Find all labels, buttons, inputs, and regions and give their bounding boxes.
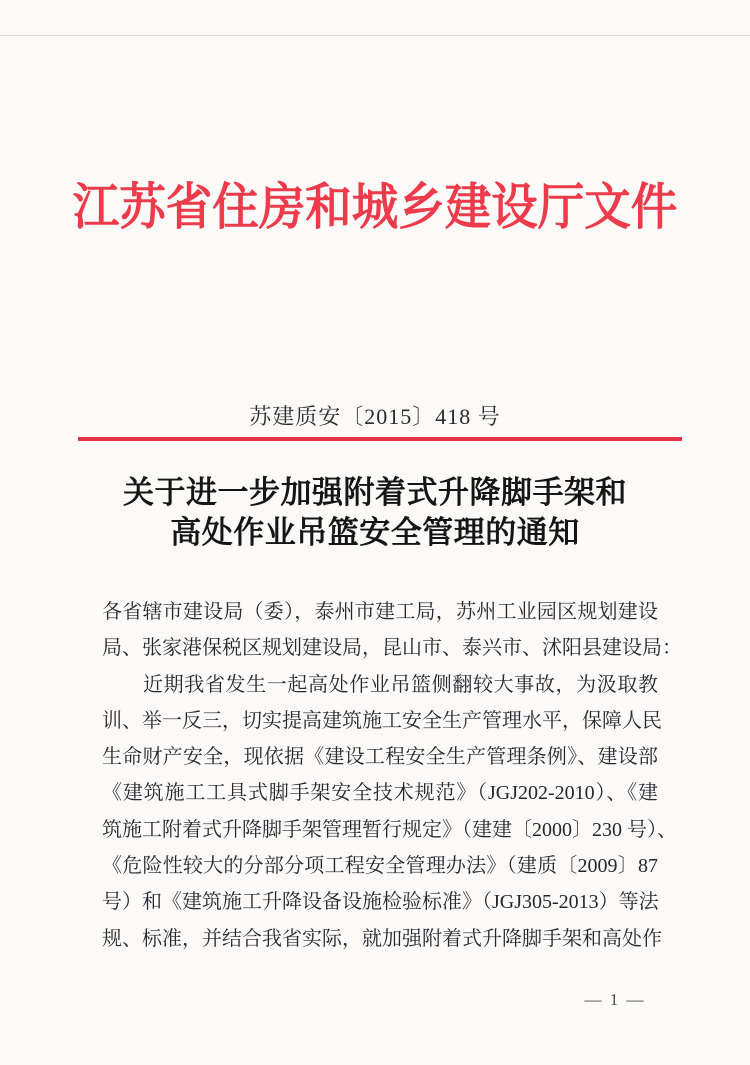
document-body — [102, 594, 682, 957]
document-title-line-1: 关于进一步加强附着式升降脚手架和 — [123, 475, 627, 510]
body-line: 号）和《建筑施工升降设备设施检验标准》（JGJ305-2013）等法 — [102, 891, 659, 914]
body-line: 训、举一反三，切实提高建筑施工安全生产管理水平，保障人民 — [102, 709, 662, 732]
scan-artifact-line — [0, 35, 750, 36]
page-number: — 1 — — [584, 990, 646, 1009]
body-line: 《危险性较大的分部分项工程安全管理办法》（建质〔2009〕87 — [102, 855, 658, 878]
body-line: 《建筑施工工具式脚手架安全技术规范》（JGJ202-2010）、《建 — [102, 782, 658, 805]
document-title — [0, 473, 750, 553]
red-separator-rule — [78, 437, 682, 441]
body-line: 近期我省发生一起高处作业吊篮侧翻较大事故，为汲取教 — [143, 673, 658, 696]
agency-header-title: 江苏省住房和城乡建设厅文件 — [72, 179, 678, 235]
document-title-line-2: 高处作业吊篮安全管理的通知 — [170, 515, 580, 550]
document-number: 苏建质安〔2015〕418 号 — [249, 404, 501, 429]
body-line: 规、标准，并结合我省实际，就加强附着式升降脚手架和高处作 — [102, 927, 662, 950]
body-line: 筑施工附着式升降脚手架管理暂行规定》（建建〔2000〕230 号）、 — [102, 818, 677, 841]
body-line: 局、张家港保税区规划建设局，昆山市、泰兴市、沭阳县建设局： — [102, 637, 682, 660]
body-line: 生命财产安全，现依据《建设工程安全生产管理条例》、建设部 — [102, 746, 658, 769]
body-line: 各省辖市建设局（委），泰州市建工局，苏州工业园区规划建设 — [102, 601, 658, 623]
